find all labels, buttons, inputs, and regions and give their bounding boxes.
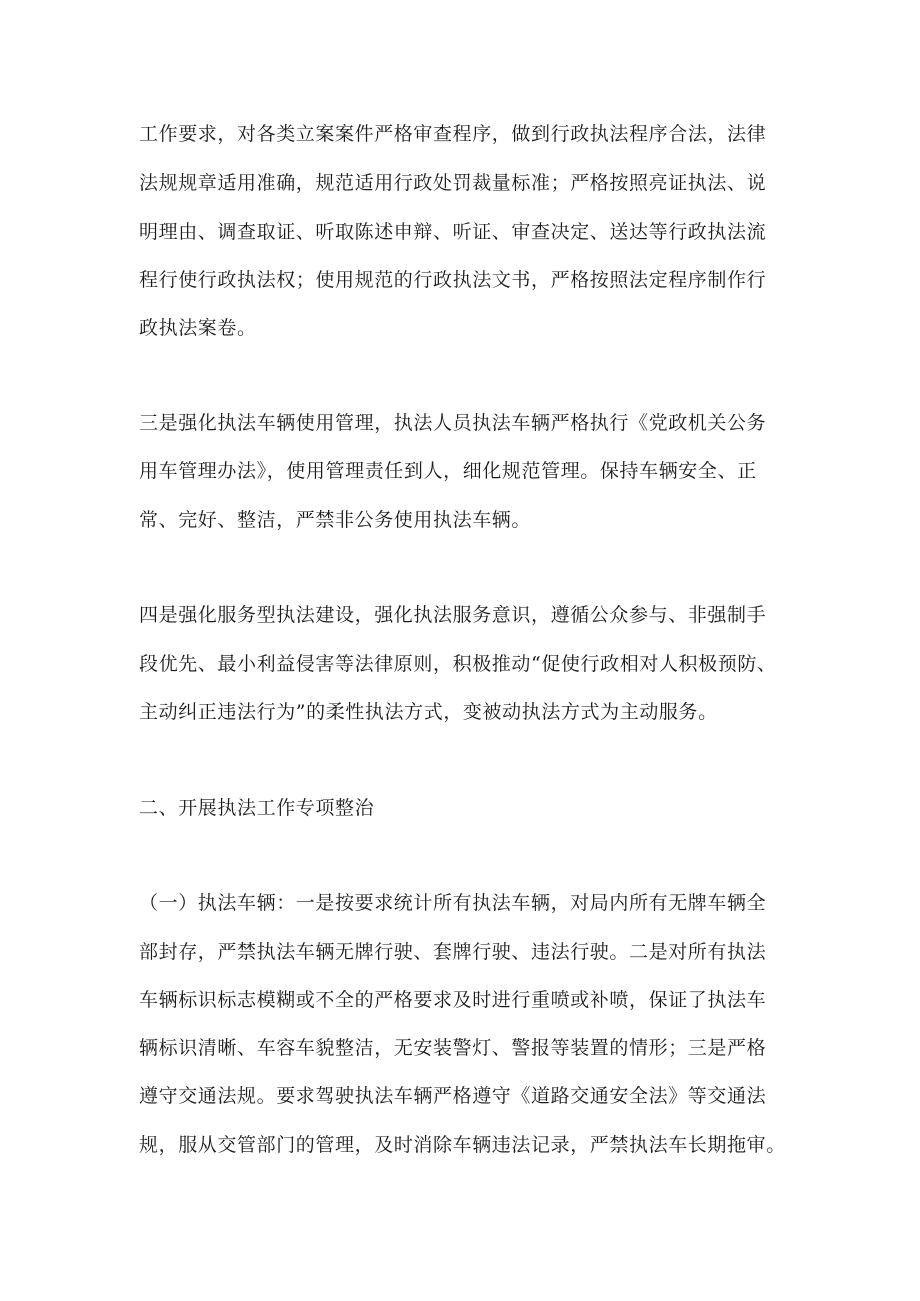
text-line: 部封存，严禁执法车辆无牌行驶、套牌行驶、违法行驶。二是对所有执法 (139, 941, 767, 963)
text-line: 程行使行政执法权；使用规范的行政执法文书，严格按照法定程序制作行 (139, 269, 767, 291)
text-line: 明理由、调查取证、听取陈述申辩、听证、审查决定、送达等行政执法流 (139, 221, 767, 243)
text-line: 四是强化服务型执法建设，强化执法服务意识，遵循公众参与、非强制手 (139, 604, 767, 626)
text-line: 车辆标识标志模糊或不全的严格要求及时进行重喷或补喷，保证了执法车 (139, 989, 767, 1011)
text-line: 政执法案卷。 (139, 317, 257, 339)
text-line: 辆标识清晰、车容车貌整洁，无安装警灯、警报等装置的情形；三是严格 (139, 1037, 767, 1059)
text-line: 三是强化执法车辆使用管理，执法人员执法车辆严格执行《党政机关公务 (139, 412, 767, 434)
text-line: （一）执法车辆：一是按要求统计所有执法车辆，对局内所有无牌车辆全 (139, 892, 767, 914)
text-line: 法规规章适用准确，规范适用行政处罚裁量标准；严格按照亮证执法、说 (139, 172, 767, 194)
section-heading: 二、开展执法工作专项整治 (139, 797, 375, 819)
text-line: 主动纠正违法行为”的柔性执法方式，变被动执法方式为主动服务。 (139, 701, 718, 723)
text-line: 工作要求，对各类立案案件严格审查程序，做到行政执法程序合法，法律 (139, 123, 767, 145)
text-line: 段优先、最小利益侵害等法律原则，积极推动“促使行政相对人积极预防、 (139, 653, 777, 675)
text-line: 用车管理办法》，使用管理责任到人，细化规范管理。保持车辆安全、正 (139, 460, 757, 482)
text-line: 遵守交通法规。要求驾驶执法车辆严格遵守《道路交通安全法》等交通法 (139, 1085, 767, 1107)
text-line: 规，服从交管部门的管理，及时消除车辆违法记录，严禁执法车长期拖审。 (139, 1134, 786, 1156)
text-line: 常、完好、整洁，严禁非公务使用执法车辆。 (139, 509, 532, 531)
